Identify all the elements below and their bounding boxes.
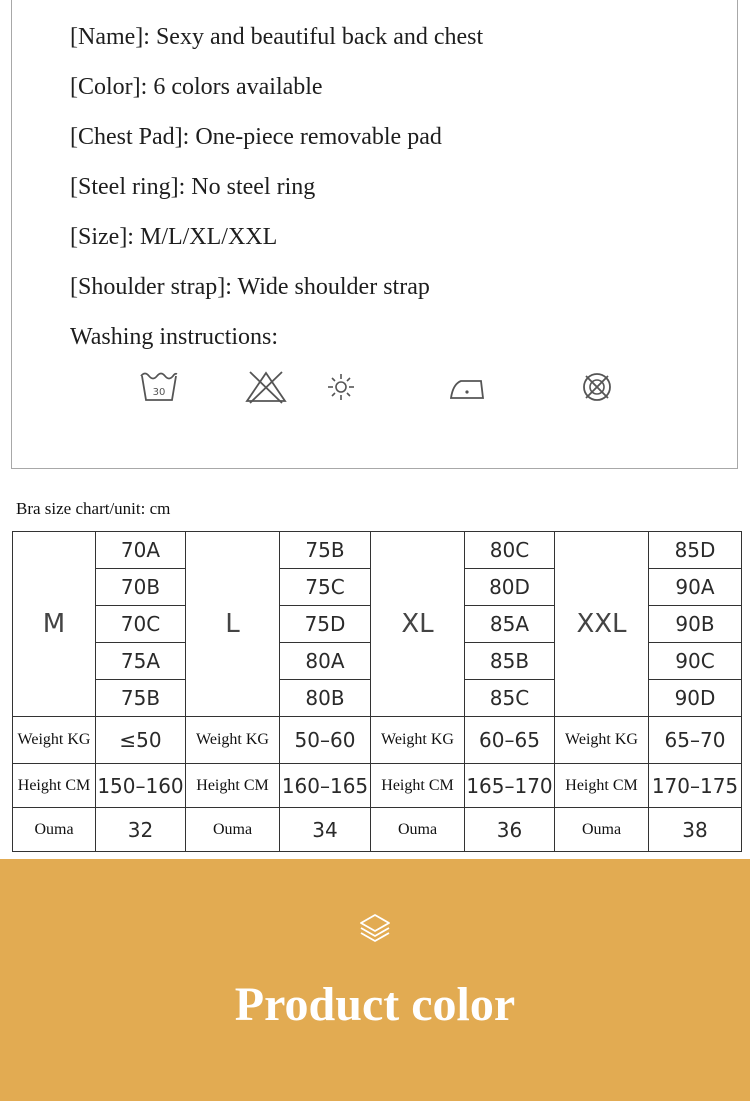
weight-value: 60–65	[465, 717, 555, 764]
height-value: 150–160	[96, 764, 186, 808]
layers-icon	[358, 911, 392, 950]
weight-value: ≤50	[96, 717, 186, 764]
weight-value: 65–70	[649, 717, 742, 764]
ouma-value: 32	[96, 808, 186, 852]
size-chart-caption: Bra size chart/unit: cm	[16, 499, 171, 518]
height-value: 160–165	[280, 764, 371, 808]
do-not-tumble-dry-icon	[580, 370, 614, 404]
table-row-ouma	[13, 808, 742, 852]
table-row	[13, 532, 742, 569]
size-label-xxl: XXL	[555, 532, 649, 717]
cup-cell: 80A	[280, 643, 371, 680]
cup-cell: 85A	[465, 606, 555, 643]
ouma-label: Ouma	[13, 808, 96, 852]
cup-cell: 90B	[649, 606, 742, 643]
ouma-label: Ouma	[371, 808, 465, 852]
cup-cell: 70C	[96, 606, 186, 643]
ouma-label: Ouma	[186, 808, 280, 852]
wash-temp-label: 30	[152, 387, 166, 398]
cup-cell: 85B	[465, 643, 555, 680]
ouma-value: 38	[649, 808, 742, 852]
product-color-banner	[0, 859, 750, 1101]
cup-cell: 80D	[465, 569, 555, 606]
height-label: Height CM	[13, 764, 96, 808]
dry-in-shade-icon	[326, 370, 356, 404]
weight-label: Weight KG	[186, 717, 280, 764]
weight-value: 50–60	[280, 717, 371, 764]
cup-cell: 75D	[280, 606, 371, 643]
spec-color: [Color]: 6 colors available	[70, 74, 323, 100]
weight-label: Weight KG	[371, 717, 465, 764]
spec-size: [Size]: M/L/XL/XXL	[70, 224, 278, 250]
cup-cell: 80C	[465, 532, 555, 569]
cup-cell: 75C	[280, 569, 371, 606]
iron-low-icon	[447, 370, 487, 404]
size-label-xl: XL	[371, 532, 465, 717]
height-label: Height CM	[371, 764, 465, 808]
cup-cell: 90A	[649, 569, 742, 606]
table-row-height	[13, 764, 742, 808]
cup-cell: 75B	[96, 680, 186, 717]
weight-label: Weight KG	[555, 717, 649, 764]
spec-shoulder-strap: [Shoulder strap]: Wide shoulder strap	[70, 274, 430, 300]
spec-chest-pad: [Chest Pad]: One-piece removable pad	[70, 124, 442, 150]
height-value: 165–170	[465, 764, 555, 808]
cup-cell: 70B	[96, 569, 186, 606]
washing-instructions-label: Washing instructions:	[70, 324, 279, 350]
height-value: 170–175	[649, 764, 742, 808]
wash-30-icon	[139, 370, 179, 404]
table-row-weight	[13, 717, 742, 764]
size-label-m: M	[13, 532, 96, 717]
spec-name: [Name]: Sexy and beautiful back and chest	[70, 24, 484, 50]
product-spec-box	[11, 0, 738, 469]
cup-cell: 85C	[465, 680, 555, 717]
height-label: Height CM	[186, 764, 280, 808]
spec-steel-ring: [Steel ring]: No steel ring	[70, 174, 316, 200]
ouma-value: 34	[280, 808, 371, 852]
cup-cell: 80B	[280, 680, 371, 717]
do-not-bleach-icon	[244, 370, 288, 404]
cup-cell: 90D	[649, 680, 742, 717]
cup-cell: 85D	[649, 532, 742, 569]
cup-cell: 70A	[96, 532, 186, 569]
cup-cell: 75A	[96, 643, 186, 680]
ouma-value: 36	[465, 808, 555, 852]
weight-label: Weight KG	[13, 717, 96, 764]
banner-title: Product color	[234, 978, 516, 1031]
height-label: Height CM	[555, 764, 649, 808]
bra-size-table	[12, 531, 742, 852]
cup-cell: 90C	[649, 643, 742, 680]
cup-cell: 75B	[280, 532, 371, 569]
size-label-l: L	[186, 532, 280, 717]
ouma-label: Ouma	[555, 808, 649, 852]
